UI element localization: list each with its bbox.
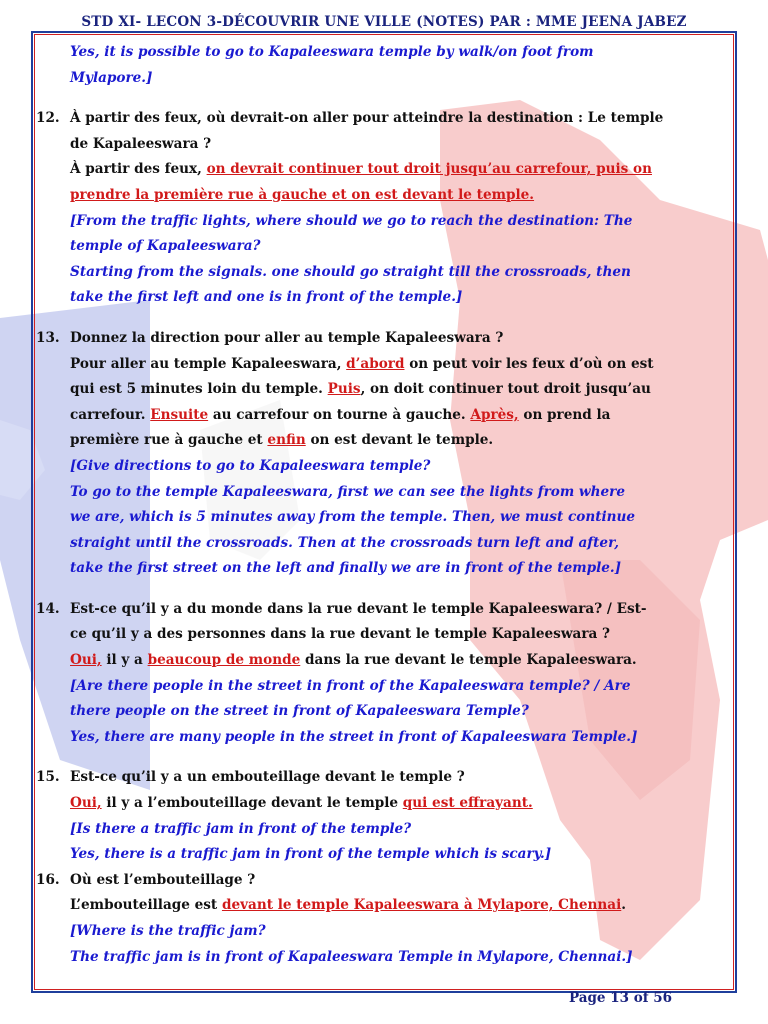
highlight: on devrait continuer tout droit jusqu’au carrefour, puis on <box>206 161 652 178</box>
answer-15: Oui, il y a l’embouteillage devant le temple qui est effrayant. <box>70 795 533 812</box>
highlight: Oui, <box>70 652 102 669</box>
question-12-cont: de Kapaleeswara ? <box>70 135 212 152</box>
question-12: 12. À partir des feux, où devrait-on aller pour atteindre la destination : Le temple <box>36 106 700 132</box>
translation-12: Starting from the signals. one should go straight till the crossroads, then <box>70 263 631 280</box>
answer-12: À partir des feux, on devrait continuer tout droit jusqu’au carrefour, puis on <box>70 161 652 178</box>
intro-english-line: Mylapore.] <box>70 69 153 86</box>
highlight: Après, <box>470 406 519 423</box>
page-number: Page 13 of 56 <box>568 990 672 1006</box>
translation-13: take the first street on the left and finally we are in front of the temple.] <box>70 560 622 577</box>
highlight: qui est effrayant. <box>402 795 533 812</box>
notes-content <box>36 40 700 970</box>
translation-13: we are, which is 5 minutes away from the temple. Then, we must continue <box>70 509 636 526</box>
translation-13: To go to the temple Kapaleeswara, first we can see the lights from where <box>70 483 625 500</box>
highlight: devant le temple Kapaleeswara à Mylapore, Chennai <box>221 897 622 914</box>
translation-13: [Give directions to go to Kapaleeswara temple? <box>70 457 431 474</box>
answer-13-cont: carrefour. Ensuite au carrefour on tourne à gauche. Après, on prend la <box>70 406 611 423</box>
highlight: prendre la première rue à gauche et on est devant le temple. <box>70 186 535 203</box>
translation-13: straight until the crossroads. Then at the crossroads turn left and after, <box>70 534 619 551</box>
translation-12: take the first left and one is in front of the temple.] <box>70 289 463 306</box>
translation-14: [Are there people in the street in front of the Kapaleeswara temple? / Are <box>70 677 631 694</box>
question-number: 13. <box>36 329 60 346</box>
highlight: beaucoup de monde <box>147 652 301 669</box>
answer-13: Pour aller au temple Kapaleeswara, d’abord on peut voir les feux d’où on est <box>70 355 654 372</box>
question-13: 13. Donnez la direction pour aller au temple Kapaleeswara ? <box>36 326 700 352</box>
translation-16: The traffic jam is in front of Kapaleeswara Temple in Mylapore, Chennai.] <box>70 948 633 965</box>
question-number: 12. <box>36 110 60 127</box>
highlight: Puis <box>327 381 361 398</box>
question-number: 16. <box>36 871 60 888</box>
translation-14: there people on the street in front of Kapaleeswara Temple? <box>70 703 529 720</box>
question-15: 15. Est-ce qu’il y a un embouteillage devant le temple ? <box>36 765 700 791</box>
answer-16: L’embouteillage est devant le temple Kapaleeswara à Mylapore, Chennai. <box>70 897 627 914</box>
translation-14: Yes, there are many people in the street in front of Kapaleeswara Temple.] <box>70 728 638 745</box>
translation-16: [Where is the traffic jam? <box>70 923 266 939</box>
highlight: d’abord <box>346 355 405 372</box>
answer-13-cont: qui est 5 minutes loin du temple. Puis, on doit continuer tout droit jusqu’au <box>70 381 651 398</box>
answer-14: Oui, il y a beaucoup de monde dans la rue devant le temple Kapaleeswara. <box>70 652 637 669</box>
question-number: 14. <box>36 600 60 617</box>
intro-english-line: Yes, it is possible to go to Kapaleeswara temple by walk/on foot from <box>70 44 594 60</box>
highlight: enfin <box>267 432 306 449</box>
page-header: STD XI- LECON 3-DÉCOUVRIR UNE VILLE (NOTES) PAR : MME JEENA JABEZ <box>81 14 687 30</box>
question-number: 15. <box>36 769 60 786</box>
answer-12-cont <box>36 183 700 209</box>
question-16: 16. Où est l’embouteillage ? <box>36 868 700 894</box>
question-14-cont: ce qu’il y a des personnes dans la rue devant le temple Kapaleeswara ? <box>70 626 610 643</box>
translation-15: [Is there a traffic jam in front of the temple? <box>70 820 412 837</box>
translation-12: temple of Kapaleeswara? <box>70 238 261 255</box>
question-14: 14. Est-ce qu’il y a du monde dans la rue devant le temple Kapaleeswara? / Est- <box>36 597 700 623</box>
translation-15: Yes, there is a traffic jam in front of the temple which is scary.] <box>70 846 552 863</box>
highlight: Oui, <box>70 795 102 812</box>
translation-12: [From the traffic lights, where should we go to reach the destination: The <box>70 212 633 229</box>
highlight: Ensuite <box>150 406 209 423</box>
answer-13-cont: première rue à gauche et enfin on est devant le temple. <box>70 432 494 449</box>
